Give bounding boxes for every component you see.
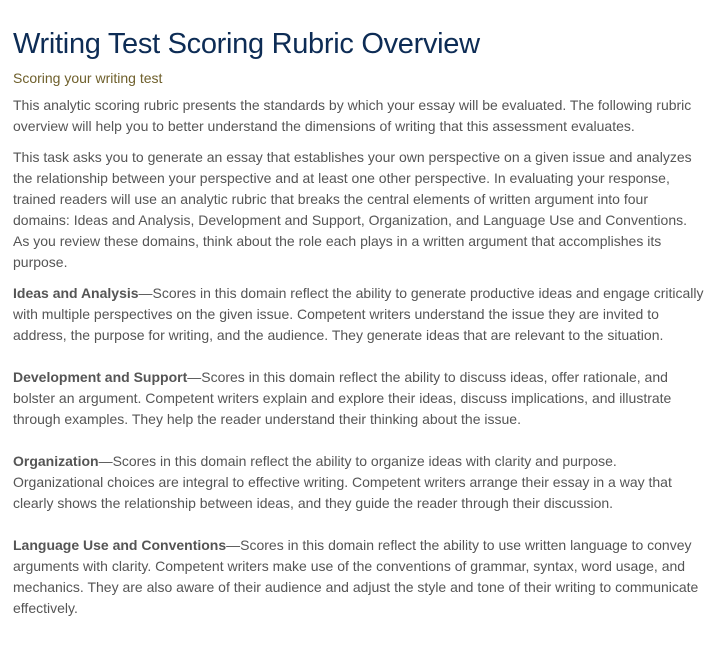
domain-description: —Scores in this domain reflect the ability to organize ideas with clarity and purpose. Organizational choices are integral to effective writing. Competent writers arrange their essay in a way that clearly shows the relationship between ideas, and they guide the reader through their discussion. [13,453,672,511]
domain-ideas-analysis [13,283,705,346]
domain-description: —Scores in this domain reflect the ability to use written language to convey arguments with clarity. Competent writers make use of the conventions of grammar, syntax, word usage, and mechanics. They are also aware of their audience and adjust the style and tone of their writing to communicate effectively. [13,537,699,616]
domain-language-use-conventions [13,535,705,619]
domain-term: Organization [13,453,99,469]
rubric-document [13,25,705,619]
intro-paragraph: This analytic scoring rubric presents the standards by which your essay will be evaluated. The following rubric overview will help you to better understand the dimensions of writing that this assessment evaluates. [13,97,692,134]
domain-development-support [13,367,705,430]
domain-description: —Scores in this domain reflect the ability to generate productive ideas and engage critically with multiple perspectives on the given issue. Competent writers understand the issue they are invited to address, the purpose for writing, and the audience. They generate ideas that are relevant to the situation. [13,285,704,343]
domain-term: Development and Support [13,369,188,385]
page-subtitle: Scoring your writing test [13,70,163,86]
domain-term: Ideas and Analysis [13,285,139,301]
domain-organization [13,451,705,514]
domain-term: Language Use and Conventions [13,537,227,553]
task-paragraph: This task asks you to generate an essay that establishes your own perspective on a given issue and analyzes the relationship between your perspective and at least one other perspective. In evaluating your response, trained readers will use an analytic rubric that breaks the central elements of written argument into four domains: Ideas and Analysis, Development and Support, Organization, and Language Use and Conventions. As you review these domains, think about the role each plays in a written argument that accomplishes its purpose. [13,149,692,270]
domain-description: —Scores in this domain reflect the ability to discuss ideas, offer rationale, and bolster an argument. Competent writers explain and explore their ideas, discuss implications, and illustrate through examples. They help the reader understand their thinking about the issue. [13,369,672,427]
page-title: Writing Test Scoring Rubric Overview [13,28,480,60]
